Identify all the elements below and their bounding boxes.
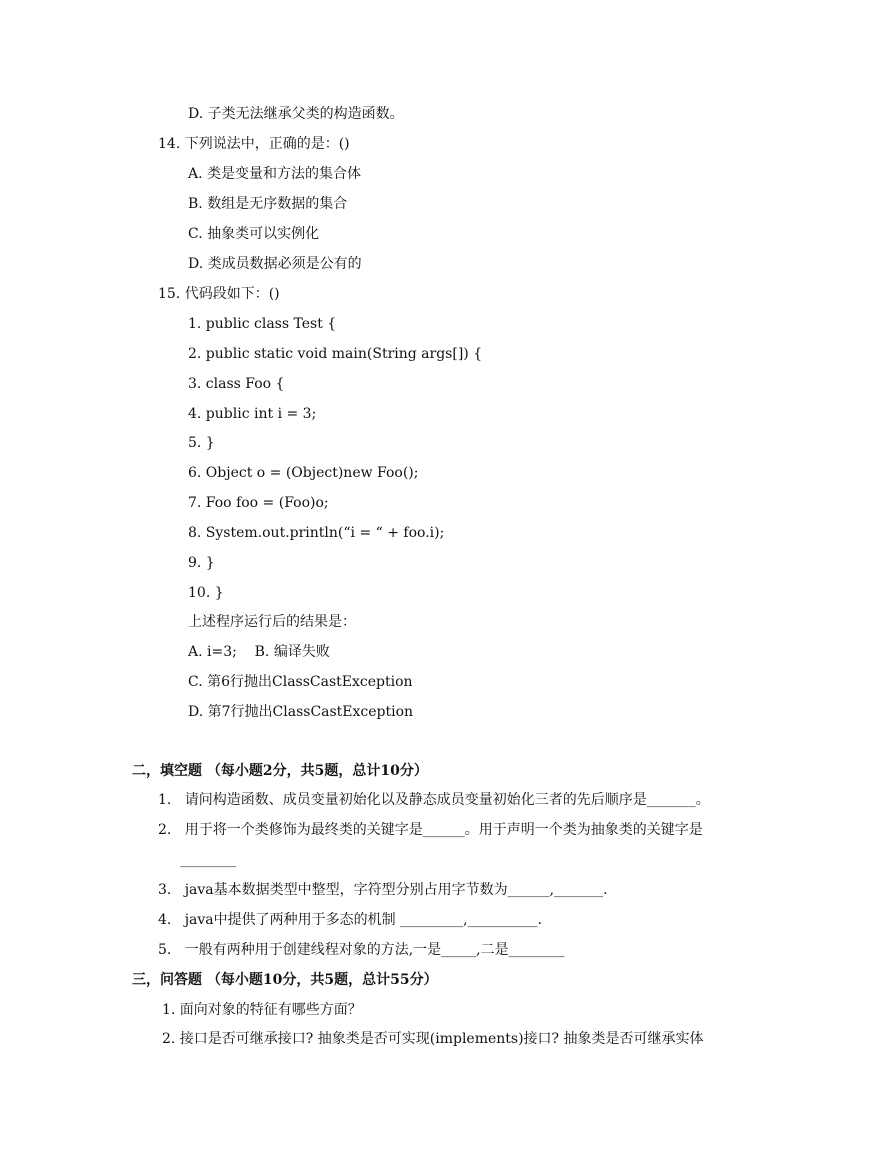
q14-option-d: D. 类成员数据必须是公有的 <box>188 256 362 272</box>
q15-stem: 15. 代码段如下：() <box>158 286 280 302</box>
code-line: 10. } <box>188 585 224 601</box>
fill-item: 4. java中提供了两种用于多态的机制 _________,__________. <box>158 912 543 928</box>
q14-option-c: C. 抽象类可以实例化 <box>188 226 320 242</box>
q14-option-b: B. 数组是无序数据的集合 <box>188 196 348 212</box>
code-line: 4. public int i = 3; <box>188 406 317 422</box>
q13-option-d: D. 子类无法继承父类的构造函数。 <box>188 106 404 122</box>
fill-item: 5. 一般有两种用于创建线程对象的方法,一是_____,二是________ <box>158 942 565 958</box>
fill-item: 2. 用于将一个类修饰为最终类的关键字是______。用于声明一个类为抽象类的关键字是 <box>158 822 703 838</box>
section3-heading: 三，问答题 （每小题10分，共5题，总计55分） <box>132 972 438 988</box>
fill-item-continuation: ________ <box>158 852 237 868</box>
qa-item: 1. 面向对象的特征有哪些方面？ <box>162 1002 362 1018</box>
code-line: 5. } <box>188 435 215 451</box>
code-line: 1. public class Test { <box>188 316 337 332</box>
q15-result-prompt: 上述程序运行后的结果是： <box>188 614 356 630</box>
code-line: 6. Object o = (Object)new Foo(); <box>188 465 419 481</box>
q14-option-a: A. 类是变量和方法的集合体 <box>188 166 362 182</box>
code-line: 8. System.out.println(“i = “ + foo.i); <box>188 525 445 541</box>
fill-item: 1. 请问构造函数、成员变量初始化以及静态成员变量初始化三者的先后顺序是_______。 <box>158 792 710 808</box>
q15-option-d: D. 第7行抛出ClassCastException <box>188 704 414 720</box>
fill-item: 3. java基本数据类型中整型，字符型分别占用字节数为______,_______. <box>158 882 608 898</box>
code-line: 3. class Foo { <box>188 376 285 392</box>
q15-option-c: C. 第6行抛出ClassCastException <box>188 674 413 690</box>
q15-options-ab: A. i=3; B. 编译失败 <box>188 644 330 660</box>
code-line: 2. public static void main(String args[]) { <box>188 346 483 362</box>
qa-item: 2. 接口是否可继承接口? 抽象类是否可实现(implements)接口? 抽象类是否可继承实体 <box>162 1031 704 1047</box>
section2-heading: 二，填空题 （每小题2分，共5题，总计10分） <box>132 763 428 779</box>
q14-stem: 14. 下列说法中，正确的是：() <box>158 136 350 152</box>
code-line: 9. } <box>188 555 215 571</box>
code-line: 7. Foo foo = (Foo)o; <box>188 495 329 511</box>
